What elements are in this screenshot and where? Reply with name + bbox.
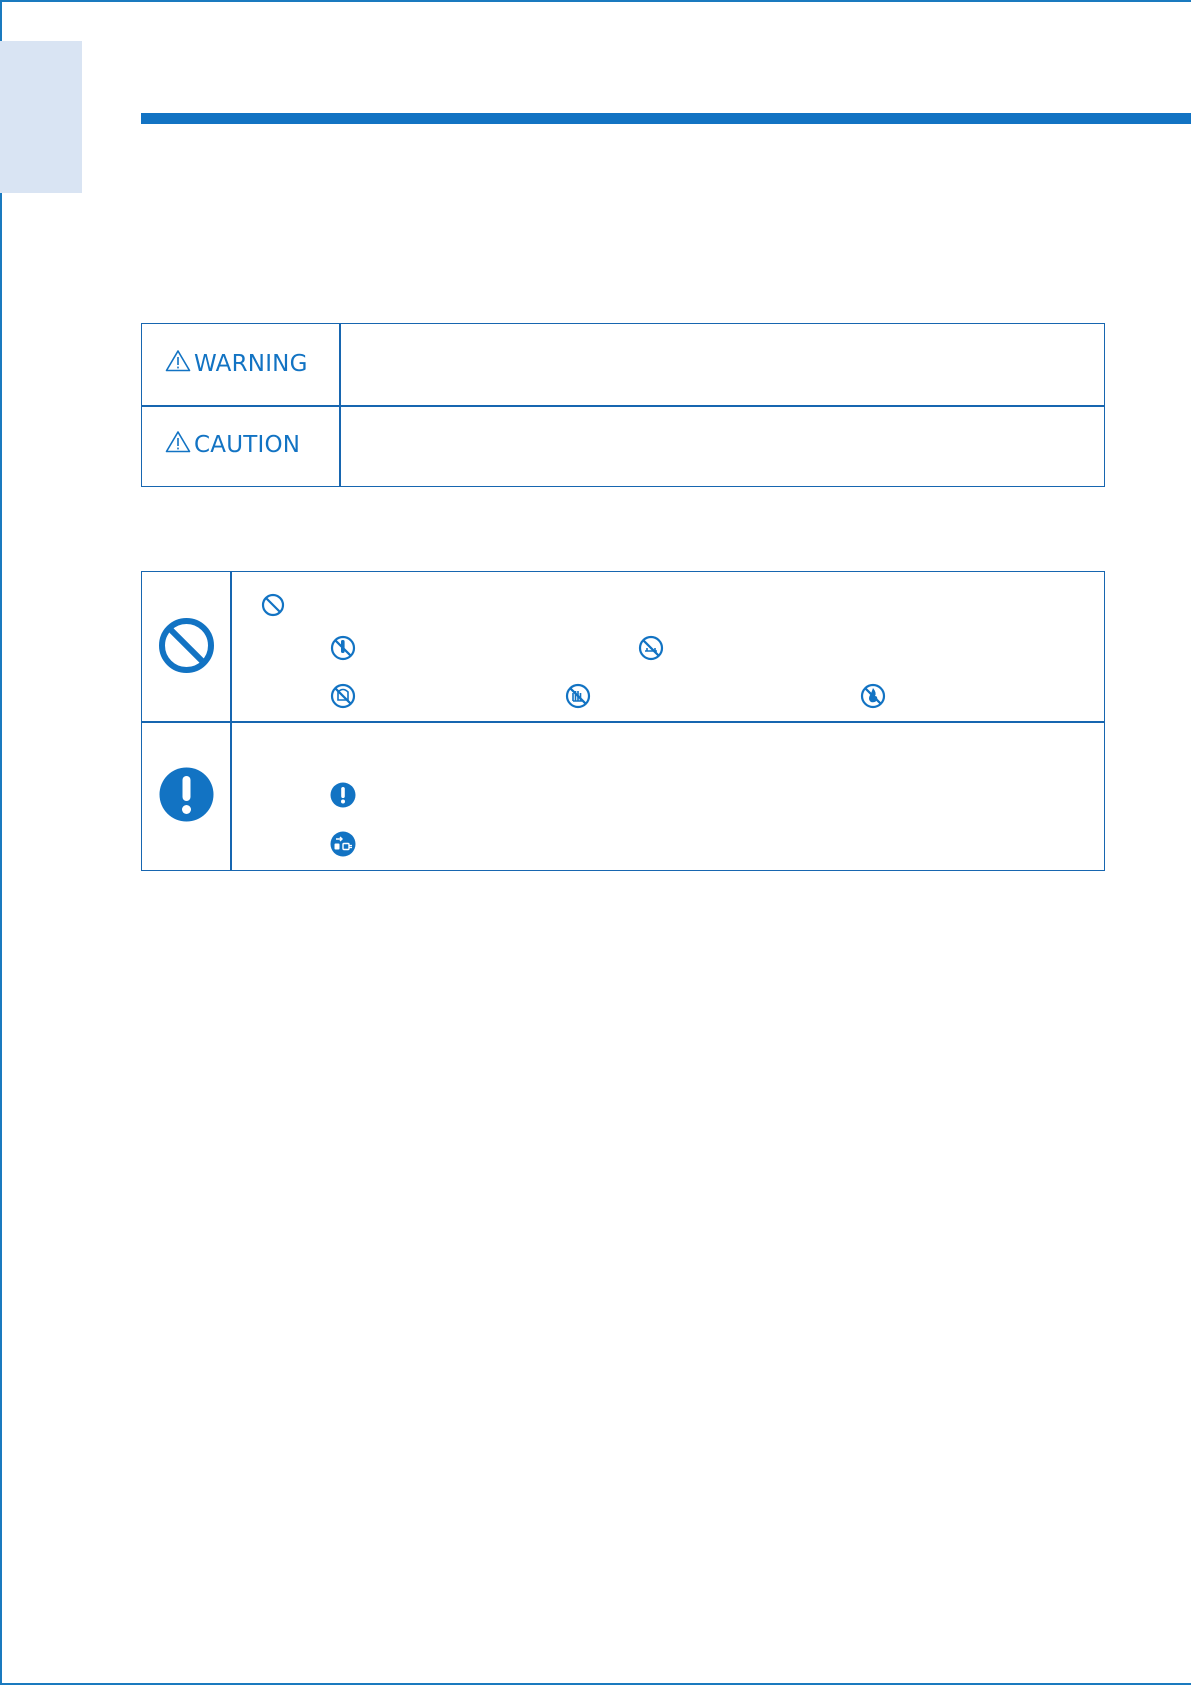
mandatory-action-icon bbox=[158, 766, 215, 823]
do-not-wet-icon bbox=[330, 683, 356, 709]
do-not-disassemble-icon bbox=[638, 635, 664, 661]
signal-word-table-column-divider bbox=[339, 323, 341, 487]
warning-triangle-icon bbox=[165, 349, 191, 378]
caution-label bbox=[165, 430, 300, 459]
page-border-left bbox=[0, 0, 2, 1685]
symbol-table-column-divider bbox=[230, 571, 232, 871]
prohibition-icon bbox=[158, 617, 215, 674]
caution-text: CAUTION bbox=[194, 431, 301, 458]
prohibition-small-icon bbox=[261, 593, 285, 617]
page-border-top bbox=[0, 0, 1191, 2]
warning-text: WARNING bbox=[194, 350, 308, 377]
caution-triangle-icon bbox=[165, 430, 191, 459]
mandatory-small-icon bbox=[330, 782, 356, 808]
do-not-touch-icon bbox=[330, 635, 356, 661]
symbol-table-divider bbox=[141, 721, 1105, 723]
chapter-side-tab bbox=[0, 41, 82, 193]
do-not-touch-with-wet-hands-icon bbox=[565, 683, 591, 709]
unplug-icon bbox=[330, 831, 356, 857]
no-fire-icon bbox=[860, 683, 886, 709]
warning-label bbox=[165, 349, 308, 378]
signal-word-table-divider bbox=[141, 405, 1105, 407]
section-header-bar bbox=[141, 113, 1191, 124]
